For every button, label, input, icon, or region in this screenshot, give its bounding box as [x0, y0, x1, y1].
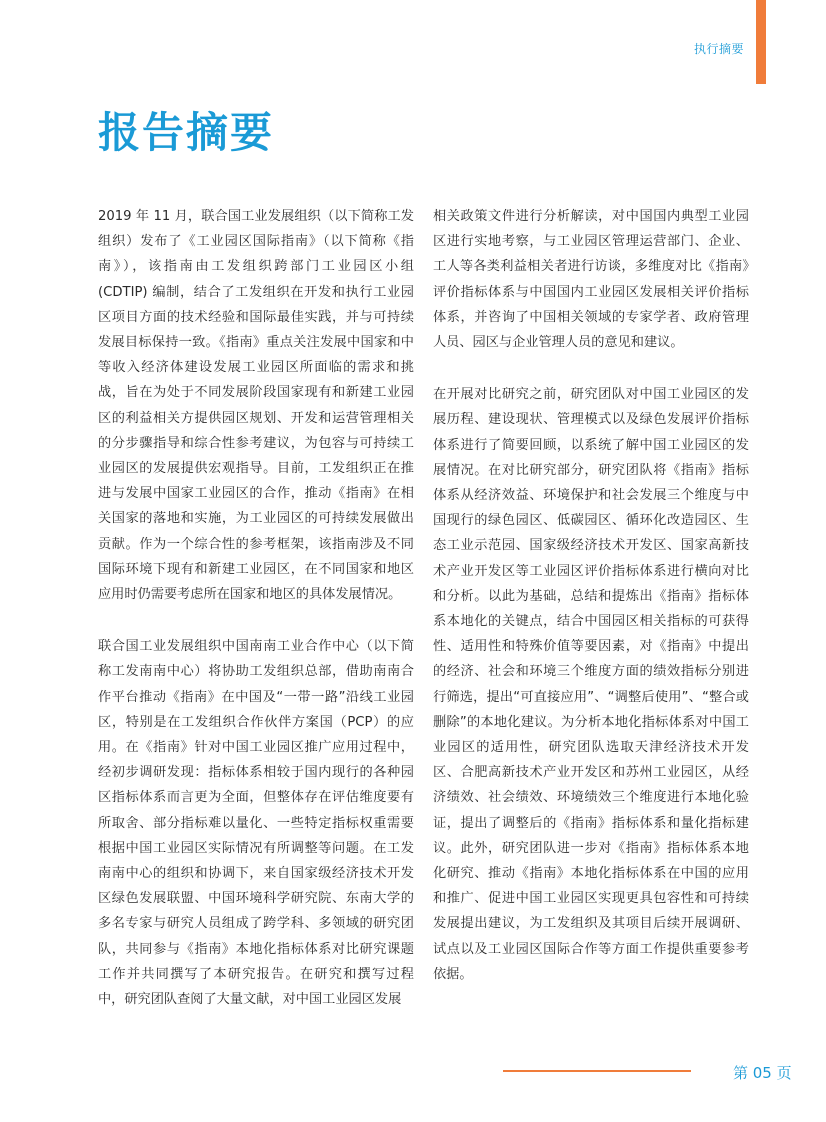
header-accent-bar: [756, 0, 766, 84]
body-paragraph: 2019 年 11 月，联合国工业发展组织（以下简称工发组织）发布了《工业园区国际指南》（以下简称《指南》），该指南由工发组织跨部门工业园区小组 (CDTIP) 编制，结合了工发组织在开发和执行工业园区项目方面的技术经验和国际最佳实践，并与可持续发展目标保持一致。《指南》重点关注发展中国家和中等收入经济体建设发展工业园区所面临的需求和挑战，旨在为处于不同发展阶段国家现有和新建工业园区的利益相关方提供园区规划、开发和运营管理相关的分步骤指导和综合性参考建议，为包容与可持续工业园区的发展提供宏观指导。目前，工发组织正在推进与发展中国家工业园区的合作，推动《指南》在相关国家的落地和实施，为工业园区的可持续发展做出贡献。作为一个综合性的参考框架，该指南涉及不同国际环境下现有和新建工业园区，在不同国家和地区应用时仍需要考虑所在国家和地区的具体发展情况。: [98, 209, 414, 603]
left-column: [98, 204, 414, 1012]
page-number: 第 05 页: [733, 1064, 792, 1082]
body-paragraph: 联合国工业发展组织中国南南工业合作中心（以下简称工发南南中心）将协助工发组织总部，借助南南合作平台推动《指南》在中国及“一带一路”沿线工业园区，特别是在工发组织合作伙伴方案国（PCP）的应用。在《指南》针对中国工业园区推广应用过程中，经初步调研发现：指标体系相较于国内现行的各种园区指标体系而言更为全面，但整体存在评估维度要有所取舍、部分指标难以量化、一些特定指标权重需要根据中国工业园区实际情况有所调整等问题。在工发南南中心的组织和协调下，来自国家级经济技术开发区绿色发展联盟、中国环境科学研究院、东南大学的多名专家与研究人员组成了跨学科、多领域的研究团队，共同参与《指南》本地化指标体系对比研究课题工作并共同撰写了本研究报告。在研究和撰写过程中，研究团队查阅了大量文献，对中国工业园区发展: [98, 639, 414, 1008]
right-column: [433, 204, 749, 1014]
section-label: 执行摘要: [693, 42, 744, 56]
body-paragraph-continued: 相关政策文件进行分析解读，对中国国内典型工业园区进行实地考察，与工业园区管理运营部门、企业、工人等各类利益相关者进行访谈，多维度对比《指南》评价指标体系与中国国内工业园区发展相关评价指标体系，并咨询了中国相关领域的专家学者、政府管理人员、园区与企业管理人员的意见和建议。: [433, 209, 749, 351]
body-paragraph: 在开展对比研究之前，研究团队对中国工业园区的发展历程、建设现状、管理模式以及绿色发展评价指标体系进行了简要回顾，以系统了解中国工业园区的发展情况。在对比研究部分，研究团队将《指南》指标体系从经济效益、环境保护和社会发展三个维度与中国现行的绿色园区、低碳园区、循环化改造园区、生态工业示范园、国家级经济技术开发区、国家高新技术产业开发区等工业园区评价指标体系进行横向对比和分析。以此为基础，总结和提炼出《指南》指标体系本地化的关键点，结合中国园区相关指标的可获得性、适用性和特殊价值等要因素，对《指南》中提出的经济、社会和环境三个维度方面的绩效指标分别进行筛选，提出“可直接应用”、“调整后使用”、“整合或删除”的本地化建议。为分析本地化指标体系对中国工业园区的适用性，研究团队选取天津经济技术开发区、合肥高新技术产业开发区和苏州工业园区，从经济绩效、社会绩效、环境绩效三个维度进行本地化验证，提出了调整后的《指南》指标体系和量化指标建议。此外，研究团队进一步对《指南》指标体系本地化研究、推动《指南》本地化指标体系在中国的应用和推广、促进中国工业园区实现更具包容性和可持续发展提出建议，为工发组织及其项目后续开展调研、试点以及工业园区国际合作等方面工作提供重要参考依据。: [433, 387, 749, 982]
footer-divider: [503, 1070, 691, 1072]
page-title: 报告摘要: [98, 108, 275, 157]
